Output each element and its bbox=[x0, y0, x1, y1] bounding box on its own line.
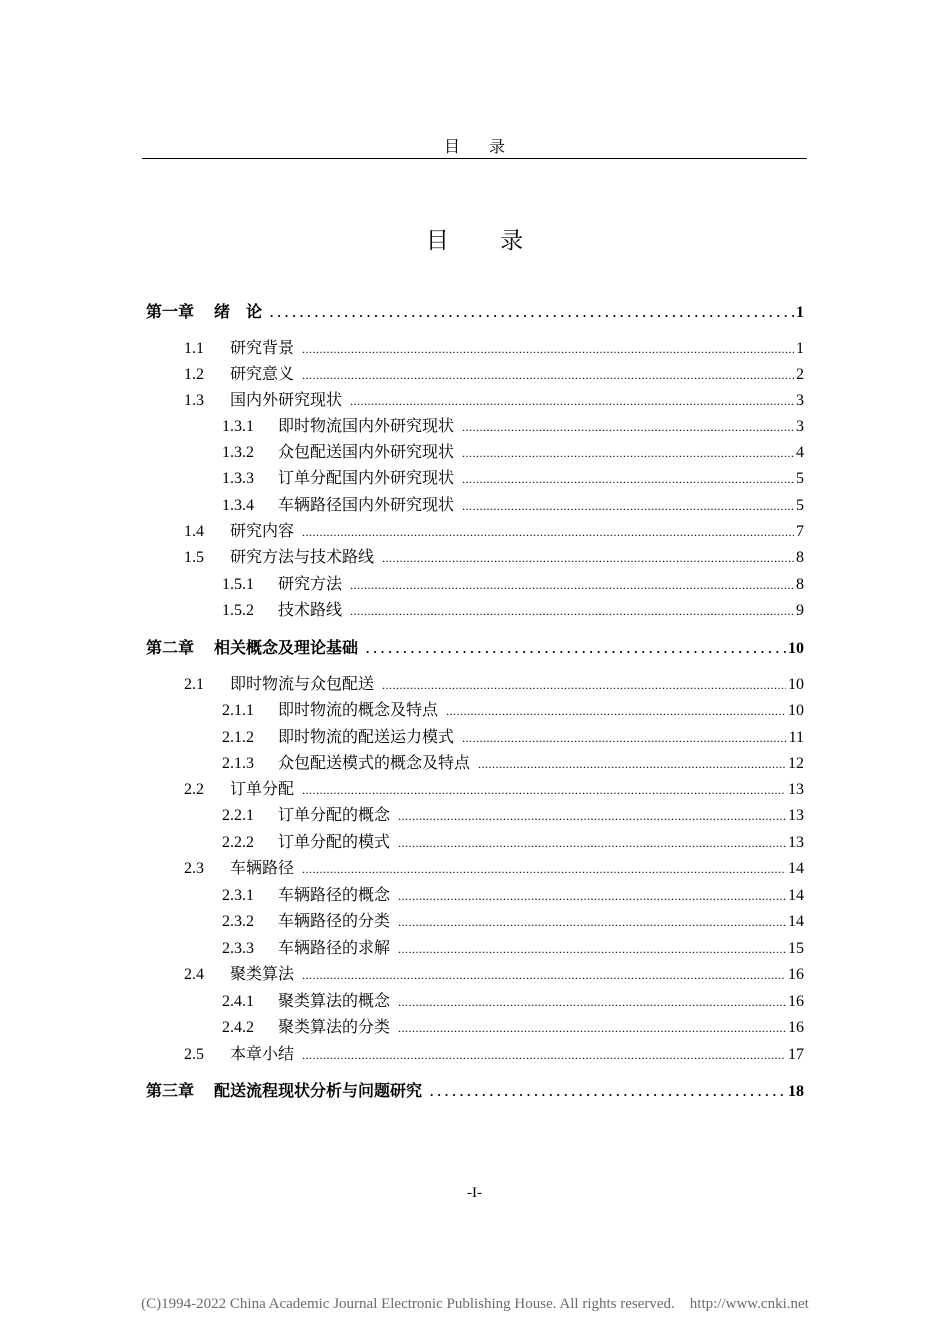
toc-entry-number: 2.2 bbox=[184, 781, 204, 798]
toc-entry-title: 车辆路径 bbox=[230, 858, 295, 877]
toc-entry[interactable] bbox=[184, 1044, 804, 1064]
toc-entry-page: 10 bbox=[788, 640, 804, 657]
toc-entry[interactable] bbox=[222, 468, 804, 488]
toc-entry-page: 7 bbox=[796, 523, 804, 540]
toc-entry-title: 即时物流与众包配送 bbox=[230, 674, 375, 693]
toc-entry-number: 2.4.2 bbox=[222, 1019, 254, 1036]
toc-entry-number: 1.5.2 bbox=[222, 602, 254, 619]
toc-entry[interactable] bbox=[222, 442, 804, 462]
toc-entry[interactable] bbox=[222, 753, 804, 773]
toc-leader-dots bbox=[270, 303, 794, 323]
toc-entry-title: 相关概念及理论基础 bbox=[214, 638, 359, 657]
toc-entry-page: 13 bbox=[788, 781, 804, 798]
toc-entry-number: 2.2.1 bbox=[222, 807, 254, 824]
toc-entry-number: 2.4.1 bbox=[222, 993, 254, 1010]
toc-entry-number: 1.3.3 bbox=[222, 470, 254, 487]
toc-entry-number: 1.3.4 bbox=[222, 497, 254, 514]
toc-entry[interactable] bbox=[222, 805, 804, 825]
toc-entry-title: 绪 论 bbox=[214, 302, 263, 321]
toc-entry[interactable] bbox=[222, 727, 804, 747]
toc-entry-title: 车辆路径的求解 bbox=[278, 938, 391, 957]
toc-entry-number: 第一章 bbox=[146, 302, 195, 321]
toc-entry-title: 配送流程现状分析与问题研究 bbox=[214, 1081, 423, 1100]
toc-leader-dots bbox=[302, 965, 786, 985]
toc-entry-page: 10 bbox=[788, 676, 804, 693]
toc-entry-number: 1.1 bbox=[184, 340, 204, 357]
toc-leader-dots bbox=[302, 522, 794, 542]
toc-entry-page: 5 bbox=[796, 470, 804, 487]
toc-leader-dots bbox=[302, 780, 786, 800]
toc-entry-title: 研究意义 bbox=[230, 364, 295, 383]
toc-entry[interactable] bbox=[222, 832, 804, 852]
toc-entry-number: 2.2.2 bbox=[222, 834, 254, 851]
toc-leader-dots bbox=[446, 701, 786, 721]
toc-entry-number: 1.3.2 bbox=[222, 444, 254, 461]
toc-entry-title: 众包配送国内外研究现状 bbox=[278, 442, 455, 461]
toc-entry-page: 13 bbox=[788, 834, 804, 851]
toc-leader-dots bbox=[350, 575, 794, 595]
toc-entry-page: 1 bbox=[796, 304, 804, 321]
toc-leader-dots bbox=[398, 1018, 786, 1038]
toc-chapter-entry[interactable] bbox=[146, 638, 804, 658]
toc-leader-dots bbox=[462, 417, 794, 437]
toc-entry[interactable] bbox=[184, 338, 804, 358]
toc-entry-title: 车辆路径的概念 bbox=[278, 885, 391, 904]
toc-entry-number: 2.1.3 bbox=[222, 755, 254, 772]
toc-entry-number: 1.2 bbox=[184, 366, 204, 383]
toc-entry-number: 2.5 bbox=[184, 1046, 204, 1063]
toc-entry[interactable] bbox=[222, 495, 804, 515]
toc-entry-number: 2.1 bbox=[184, 676, 204, 693]
toc-leader-dots bbox=[302, 859, 786, 879]
page-title: 目 录 bbox=[425, 228, 546, 254]
toc-entry[interactable] bbox=[184, 674, 804, 694]
toc-entry[interactable] bbox=[184, 390, 804, 410]
toc-entry-number: 2.3.1 bbox=[222, 887, 254, 904]
page-number: -I- bbox=[467, 1185, 482, 1201]
toc-entry-number: 2.1.2 bbox=[222, 729, 254, 746]
toc-entry[interactable] bbox=[222, 885, 804, 905]
running-head: 目 录 bbox=[443, 137, 518, 156]
toc-entry-number: 1.5.1 bbox=[222, 576, 254, 593]
toc-leader-dots bbox=[430, 1082, 786, 1102]
toc-entry[interactable] bbox=[222, 600, 804, 620]
toc-leader-dots bbox=[382, 675, 786, 695]
toc-leader-dots bbox=[398, 939, 786, 959]
toc-entry-title: 本章小结 bbox=[230, 1044, 295, 1063]
toc-entry-title: 研究背景 bbox=[230, 338, 295, 357]
toc-leader-dots bbox=[478, 754, 786, 774]
toc-entry-title: 研究方法与技术路线 bbox=[230, 547, 375, 566]
toc-entry-title: 即时物流的配送运力模式 bbox=[278, 727, 455, 746]
toc-entry-page: 14 bbox=[788, 913, 804, 930]
toc-entry[interactable] bbox=[184, 964, 804, 984]
toc-entry-number: 2.3.2 bbox=[222, 913, 254, 930]
toc-entry-number: 第三章 bbox=[146, 1081, 195, 1100]
toc-entry-page: 9 bbox=[796, 602, 804, 619]
toc-leader-dots bbox=[302, 1045, 786, 1065]
toc-entry[interactable] bbox=[184, 779, 804, 799]
toc-leader-dots bbox=[302, 339, 794, 359]
toc-leader-dots bbox=[398, 806, 786, 826]
toc-entry-page: 12 bbox=[788, 755, 804, 772]
toc-entry-page: 11 bbox=[788, 729, 804, 746]
toc-entry-title: 众包配送模式的概念及特点 bbox=[278, 753, 471, 772]
toc-leader-dots bbox=[462, 469, 794, 489]
toc-entry-number: 1.3.1 bbox=[222, 418, 254, 435]
copyright-notice: (C)1994-2022 China Academic Journal Electronic Publishing House. All rights reserved. http://www.cnki.net bbox=[141, 1296, 809, 1312]
toc-entry-number: 1.5 bbox=[184, 549, 204, 566]
toc-leader-dots bbox=[462, 728, 787, 748]
toc-entry-page: 16 bbox=[788, 993, 804, 1010]
toc-leader-dots bbox=[350, 391, 794, 411]
toc-entry-page: 3 bbox=[796, 418, 804, 435]
toc-entry-number: 第二章 bbox=[146, 638, 195, 657]
toc-entry-title: 聚类算法 bbox=[230, 964, 295, 983]
toc-leader-dots bbox=[398, 833, 786, 853]
toc-leader-dots bbox=[462, 443, 794, 463]
toc-entry-page: 16 bbox=[788, 1019, 804, 1036]
toc-entry-page: 1 bbox=[796, 340, 804, 357]
toc-entry-page: 5 bbox=[796, 497, 804, 514]
toc-entry-number: 2.3.3 bbox=[222, 940, 254, 957]
toc-entry-number: 1.4 bbox=[184, 523, 204, 540]
toc-entry[interactable] bbox=[222, 911, 804, 931]
toc-leader-dots bbox=[398, 886, 786, 906]
toc-entry[interactable] bbox=[184, 858, 804, 878]
toc-leader-dots bbox=[302, 365, 794, 385]
toc-entry-page: 4 bbox=[796, 444, 804, 461]
toc-entry-page: 14 bbox=[788, 887, 804, 904]
toc-chapter-entry[interactable] bbox=[146, 1081, 804, 1101]
toc-entry-number: 1.3 bbox=[184, 392, 204, 409]
toc-entry-title: 即时物流国内外研究现状 bbox=[278, 416, 455, 435]
toc-entry[interactable] bbox=[222, 574, 804, 594]
toc-entry-page: 10 bbox=[788, 702, 804, 719]
toc-leader-dots bbox=[366, 639, 786, 659]
toc-entry-title: 订单分配的概念 bbox=[278, 805, 391, 824]
toc-entry-title: 聚类算法的概念 bbox=[278, 991, 391, 1010]
toc-entry[interactable] bbox=[222, 700, 804, 720]
toc-entry-page: 16 bbox=[788, 966, 804, 983]
toc-entry-title: 研究内容 bbox=[230, 521, 295, 540]
header-rule bbox=[142, 158, 807, 159]
toc-entry[interactable] bbox=[184, 521, 804, 541]
toc-entry-page: 3 bbox=[796, 392, 804, 409]
toc-entry-page: 18 bbox=[788, 1083, 804, 1100]
toc-entry-page: 14 bbox=[788, 860, 804, 877]
toc-entry-page: 13 bbox=[788, 807, 804, 824]
toc-entry-title: 订单分配国内外研究现状 bbox=[278, 468, 455, 487]
toc-chapter-entry[interactable] bbox=[146, 302, 804, 322]
toc-entry[interactable] bbox=[184, 364, 804, 384]
toc-entry[interactable] bbox=[222, 938, 804, 958]
toc-entry-title: 车辆路径的分类 bbox=[278, 911, 391, 930]
toc-entry[interactable] bbox=[222, 1017, 804, 1037]
toc-leader-dots bbox=[382, 548, 794, 568]
toc-entry-number: 2.3 bbox=[184, 860, 204, 877]
toc-entry-number: 2.4 bbox=[184, 966, 204, 983]
toc-entry-title: 订单分配 bbox=[230, 779, 295, 798]
toc-leader-dots bbox=[462, 496, 794, 516]
toc-entry-title: 即时物流的概念及特点 bbox=[278, 700, 439, 719]
toc-entry-title: 国内外研究现状 bbox=[230, 390, 343, 409]
toc-entry-page: 8 bbox=[796, 549, 804, 566]
toc-entry-page: 2 bbox=[796, 366, 804, 383]
toc-entry-title: 车辆路径国内外研究现状 bbox=[278, 495, 455, 514]
toc-entry-title: 聚类算法的分类 bbox=[278, 1017, 391, 1036]
toc-entry-number: 2.1.1 bbox=[222, 702, 254, 719]
toc-entry[interactable] bbox=[184, 547, 804, 567]
toc-leader-dots bbox=[398, 912, 786, 932]
toc-entry-page: 17 bbox=[788, 1046, 804, 1063]
toc-entry[interactable] bbox=[222, 991, 804, 1011]
toc-entry-page: 15 bbox=[788, 940, 804, 957]
toc-leader-dots bbox=[398, 992, 786, 1012]
toc-entry-title: 技术路线 bbox=[278, 600, 343, 619]
toc-entry[interactable] bbox=[222, 416, 804, 436]
toc-entry-title: 订单分配的模式 bbox=[278, 832, 391, 851]
toc-entry-page: 8 bbox=[796, 576, 804, 593]
toc-entry-title: 研究方法 bbox=[278, 574, 343, 593]
toc-leader-dots bbox=[350, 601, 794, 621]
